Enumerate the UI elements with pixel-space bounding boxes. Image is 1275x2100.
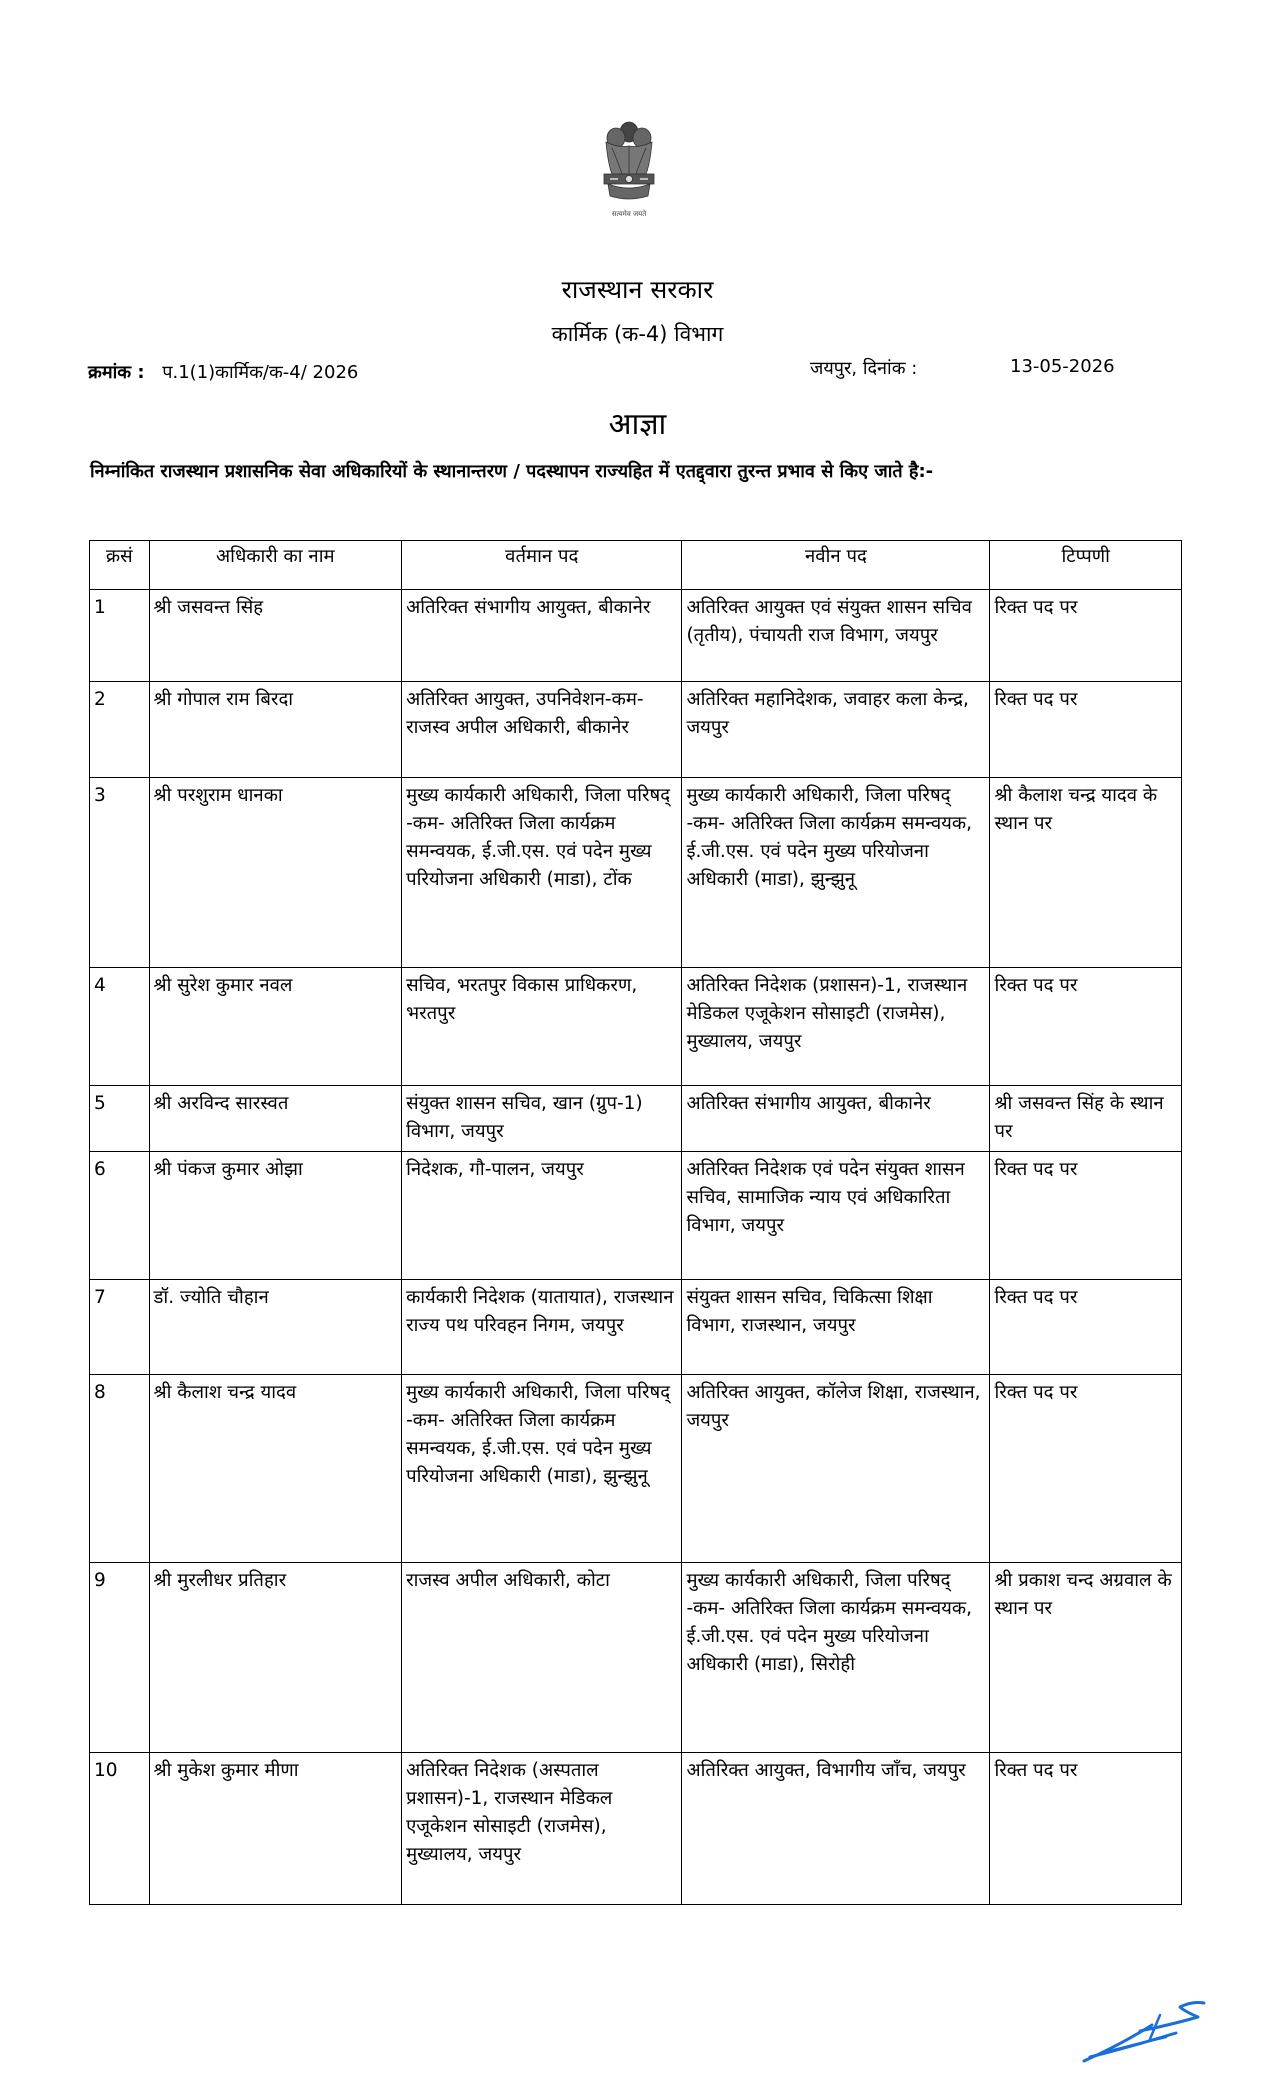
cell-remark: रिक्त पद पर <box>990 590 1182 682</box>
cell-new-post: अतिरिक्त आयुक्त एवं संयुक्त शासन सचिव (तृतीय), पंचायती राज विभाग, जयपुर <box>682 590 990 682</box>
cell-remark: रिक्त पद पर <box>990 682 1182 778</box>
cell-sn: 10 <box>90 1753 150 1905</box>
cell-sn: 4 <box>90 968 150 1086</box>
cell-new-post: अतिरिक्त महानिदेशक, जवाहर कला केन्द्र, जयपुर <box>682 682 990 778</box>
cell-remark: रिक्त पद पर <box>990 1280 1182 1375</box>
government-title: राजस्थान सरकार <box>561 275 714 304</box>
cell-name: श्री पंकज कुमार ओझा <box>149 1152 402 1280</box>
table-header-row <box>90 541 1182 590</box>
cell-name: श्री गोपाल राम बिरदा <box>149 682 402 778</box>
column-header-remark: टिप्पणी <box>990 541 1182 590</box>
cell-sn: 3 <box>90 778 150 968</box>
cell-current-post: सचिव, भरतपुर विकास प्राधिकरण, भरतपुर <box>402 968 682 1086</box>
table-row <box>90 1152 1182 1280</box>
cell-remark: रिक्त पद पर <box>990 1753 1182 1905</box>
order-number-value: प.1(1)कार्मिक/क-4/ 2026 <box>162 362 359 383</box>
cell-current-post: संयुक्त शासन सचिव, खान (ग्रुप-1) विभाग, जयपुर <box>402 1086 682 1152</box>
cell-name: श्री सुरेश कुमार नवल <box>149 968 402 1086</box>
intro-paragraph: निम्नांकित राजस्थान प्रशासनिक सेवा अधिकारियों के स्थानान्तरण / पदस्थापन राज्यहित में एतद्द्वारा तुरन्त प्रभाव से किए जाते है:- <box>90 461 934 482</box>
cell-name: श्री कैलाश चन्द्र यादव <box>149 1375 402 1563</box>
cell-new-post: मुख्य कार्यकारी अधिकारी, जिला परिषद् -कम- अतिरिक्त जिला कार्यक्रम समन्वयक, ई.जी.एस. एवं पदेन मुख्य परियोजना अधिकारी (माडा), झुन्झुनू <box>682 778 990 968</box>
cell-sn: 8 <box>90 1375 150 1563</box>
table-row <box>90 590 1182 682</box>
cell-sn: 9 <box>90 1563 150 1753</box>
cell-current-post: मुख्य कार्यकारी अधिकारी, जिला परिषद् -कम- अतिरिक्त जिला कार्यक्रम समन्वयक, ई.जी.एस. एवं पदेन मुख्य परियोजना अधिकारी (माडा), टोंक <box>402 778 682 968</box>
state-emblem-icon <box>588 118 670 228</box>
order-number <box>88 360 358 384</box>
column-header-new-post: नवीन पद <box>682 541 990 590</box>
cell-name: श्री मुरलीधर प्रतिहार <box>149 1563 402 1753</box>
cell-new-post: संयुक्त शासन सचिव, चिकित्सा शिक्षा विभाग, राजस्थान, जयपुर <box>682 1280 990 1375</box>
cell-name: श्री अरविन्द सारस्वत <box>149 1086 402 1152</box>
department-title: कार्मिक (क-4) विभाग <box>551 322 724 346</box>
order-title: आज्ञा <box>608 407 667 442</box>
cell-new-post: अतिरिक्त आयुक्त, कॉलेज शिक्षा, राजस्थान, जयपुर <box>682 1375 990 1563</box>
date-label: जयपुर, दिनांक : <box>810 358 918 379</box>
table-row <box>90 682 1182 778</box>
signature-mark <box>1080 1995 1215 2067</box>
column-header-sn: क्रसं <box>90 541 150 590</box>
cell-sn: 5 <box>90 1086 150 1152</box>
cell-remark: रिक्त पद पर <box>990 1152 1182 1280</box>
cell-new-post: अतिरिक्त आयुक्त, विभागीय जाँच, जयपुर <box>682 1753 990 1905</box>
cell-new-post: मुख्य कार्यकारी अधिकारी, जिला परिषद् -कम- अतिरिक्त जिला कार्यक्रम समन्वयक, ई.जी.एस. एवं पदेन मुख्य परियोजना अधिकारी (माडा), सिरोही <box>682 1563 990 1753</box>
cell-sn: 7 <box>90 1280 150 1375</box>
cell-name: श्री मुकेश कुमार मीणा <box>149 1753 402 1905</box>
cell-current-post: अतिरिक्त संभागीय आयुक्त, बीकानेर <box>402 590 682 682</box>
column-header-name: अधिकारी का नाम <box>149 541 402 590</box>
order-date: 13-05-2026 <box>1010 356 1115 377</box>
cell-current-post: राजस्व अपील अधिकारी, कोटा <box>402 1563 682 1753</box>
cell-sn: 1 <box>90 590 150 682</box>
cell-new-post: अतिरिक्त निदेशक (प्रशासन)-1, राजस्थान मेडिकल एजूकेशन सोसाइटी (राजमेस), मुख्यालय, जयपुर <box>682 968 990 1086</box>
cell-new-post: अतिरिक्त निदेशक एवं पदेन संयुक्त शासन सचिव, सामाजिक न्याय एवं अधिकारिता विभाग, जयपुर <box>682 1152 990 1280</box>
table-row <box>90 1280 1182 1375</box>
cell-current-post: अतिरिक्त आयुक्त, उपनिवेशन-कम-राजस्व अपील अधिकारी, बीकानेर <box>402 682 682 778</box>
cell-sn: 2 <box>90 682 150 778</box>
cell-current-post: निदेशक, गौ-पालन, जयपुर <box>402 1152 682 1280</box>
cell-current-post: अतिरिक्त निदेशक (अस्पताल प्रशासन)-1, राजस्थान मेडिकल एजूकेशन सोसाइटी (राजमेस), मुख्यालय, जयपुर <box>402 1753 682 1905</box>
cell-name: डॉ. ज्योति चौहान <box>149 1280 402 1375</box>
cell-current-post: कार्यकारी निदेशक (यातायात), राजस्थान राज्य पथ परिवहन निगम, जयपुर <box>402 1280 682 1375</box>
cell-current-post: मुख्य कार्यकारी अधिकारी, जिला परिषद् -कम- अतिरिक्त जिला कार्यक्रम समन्वयक, ई.जी.एस. एवं पदेन मुख्य परियोजना अधिकारी (माडा), झुन्झुनू <box>402 1375 682 1563</box>
order-number-label: क्रमांक : <box>88 362 145 383</box>
emblem-motto: सत्यमेव जयते <box>611 210 647 218</box>
table-row <box>90 1375 1182 1563</box>
table-row <box>90 1563 1182 1753</box>
cell-remark: रिक्त पद पर <box>990 968 1182 1086</box>
table-row <box>90 1086 1182 1152</box>
cell-remark: श्री जसवन्त सिंह के स्थान पर <box>990 1086 1182 1152</box>
cell-name: श्री परशुराम धानका <box>149 778 402 968</box>
cell-remark: रिक्त पद पर <box>990 1375 1182 1563</box>
transfer-table <box>89 540 1182 1905</box>
cell-new-post: अतिरिक्त संभागीय आयुक्त, बीकानेर <box>682 1086 990 1152</box>
cell-remark: श्री प्रकाश चन्द अग्रवाल के स्थान पर <box>990 1563 1182 1753</box>
column-header-current-post: वर्तमान पद <box>402 541 682 590</box>
table-row <box>90 968 1182 1086</box>
cell-sn: 6 <box>90 1152 150 1280</box>
cell-remark: श्री कैलाश चन्द्र यादव के स्थान पर <box>990 778 1182 968</box>
cell-name: श्री जसवन्त सिंह <box>149 590 402 682</box>
table-row <box>90 778 1182 968</box>
table-row <box>90 1753 1182 1905</box>
